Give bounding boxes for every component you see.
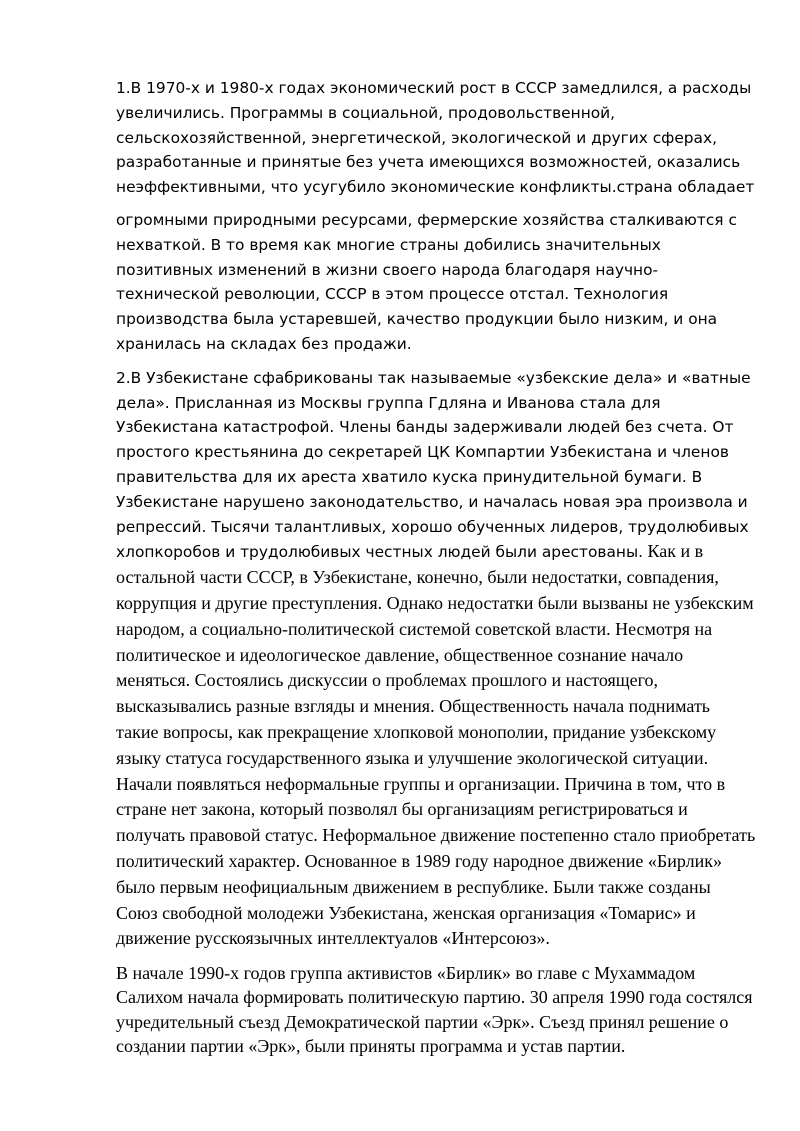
document-page — [116, 76, 756, 1058]
paragraph-1-part-1: 1.В 1970-х и 1980-х годах экономический рост в СССР замедлился, а расходы увеличились. Программы в социальной, продовольственной, сельскохозяйственной, энергетической, экологической и других сферах, разработанные и принятые без учета имеющихся возможностей, оказались неэффективными, что усугубило экономические конфликты.страна обладает — [116, 79, 755, 197]
paragraph-3: В начале 1990-х годов группа активистов «Бирлик» во главе с Мухаммадом Салихом начала формировать политическую партию. 30 апреля 1990 года состялся учредительный съезд Демократической партии «Эрк». Съезд принял решение о создании партии «Эрк», были приняты программа и устав партии. — [116, 963, 753, 1056]
paragraph-2 — [116, 366, 756, 952]
paragraph-2-sans-text: 2.В Узбекистане сфабрикованы так называемые «узбекские дела» и «ватные дела». Присланная из Москвы группа Гдляна и Иванова стала для Узбекистана катастрофой. Члены банды задерживали людей без счета. От простого крестьянина до секретарей ЦК Компартии Узбекистана и членов правительства для их ареста хватило куска принудительной бумаги. В Узбекистане нарушено законодательство, и началась новая эра произвола и репрессий. Тысячи талантливых, хорошо обученных лидеров, трудолюбивых хлопкоробов и трудолюбивых честных людей были арестованы. — [116, 368, 751, 562]
paragraph-2-serif-text: Как и в остальной части СССР, в Узбекистане, конечно, были недостатки, совпадения, коррупция и другие преступления. Однако недостатки были вызваны не узбекским народом, а социально-политической системой советской власти. Несмотря на политическое и идеологическое давление, общественное сознание начало меняться. Состоялись дискуссии о проблемах прошлого и настоящего, высказывались разные взгляды и мнения. Общественность начала поднимать такие вопросы, как прекращение хлопковой монополии, придание узбекскому языку статуса государственного языка и улучшение экологической ситуации. Начали появляться неформальные группы и организации. Причина в том, что в стране нет закона, который позволял бы организациям регистрироваться и получать правовой статус. Неформальное движение постепенно стало приобретать политический характер. Основанное в 1989 году народное движение «Бирлик» было первым неофициальным движением в республике. Были также созданы Союз свободной молодежи Узбекистана, женская организация «Томарис» и движение русскоязычных интеллектуалов «Интерсоюз». — [116, 541, 756, 949]
paragraph-1-part-2: огромными природными ресурсами, фермерские хозяйства сталкиваются с нехваткой. В то время как многие страны добились значительных позитивных изменений в жизни своего народа благодаря научно-технической революции, СССР в этом процессе отстал. Технология производства была устаревшей, качество продукции было низким, и она хранилась на складах без продажи. — [116, 210, 737, 353]
